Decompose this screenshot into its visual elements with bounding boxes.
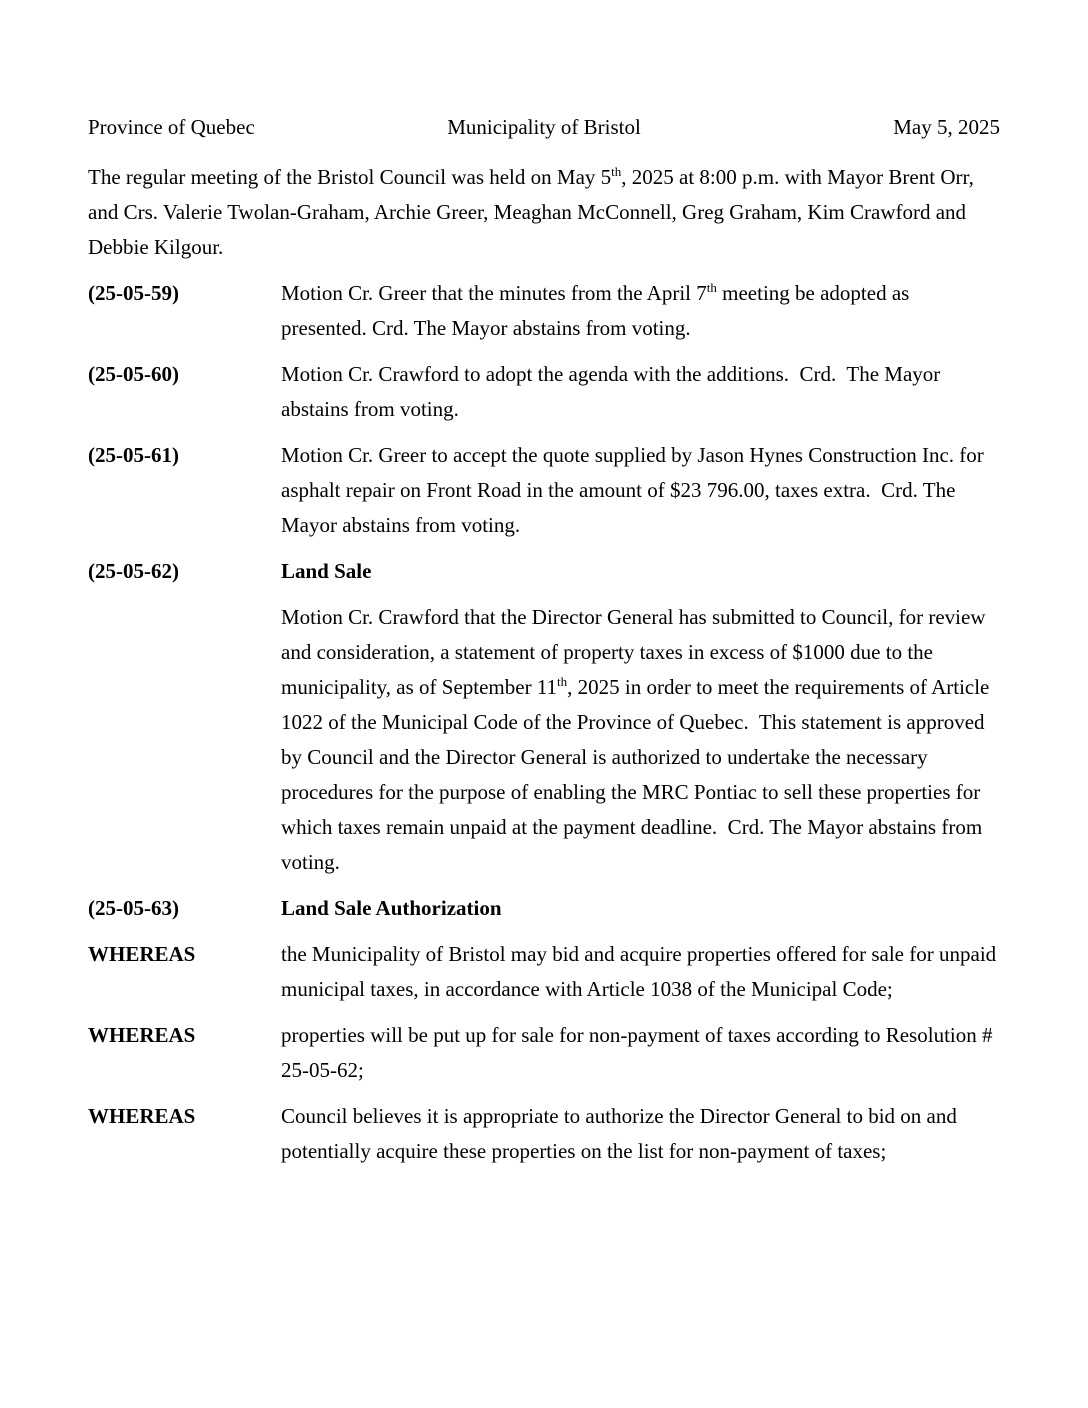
whereas-label: WHEREAS — [88, 1104, 196, 1128]
resolution-number: (25-05-62) — [88, 559, 179, 583]
resolution-row-25-05-62 — [88, 554, 1000, 589]
resolution-number: (25-05-59) — [88, 281, 179, 305]
whereas-label: WHEREAS — [88, 1023, 196, 1047]
resolution-heading: Land Sale — [281, 559, 372, 583]
resolution-text: Motion Cr. Crawford that the Director General has submitted to Council, for review and consideration, a statement of property taxes in excess of $1000 due to the municipality, as of September 11th, 2025 in order to meet the requirements of Article 1022 of the Municipal Code of the Province of Quebec. This statement is approved by Council and the Director General is authorized to undertake the necessary procedures for the purpose of enabling the MRC Pontiac to sell these properties for which taxes remain unpaid at the payment deadline. Crd. The Mayor abstains from voting. — [281, 605, 995, 874]
whereas-text: Council believes it is appropriate to authorize the Director General to bid on and potentially acquire these properties on the list for non-payment of taxes; — [281, 1104, 963, 1163]
header-province: Province of Quebec — [88, 115, 255, 139]
resolution-number: (25-05-60) — [88, 362, 179, 386]
resolution-number: (25-05-63) — [88, 896, 179, 920]
whereas-row-3 — [88, 1099, 1000, 1169]
resolution-row-25-05-63 — [88, 891, 1000, 926]
resolution-row-25-05-61 — [88, 438, 1000, 543]
whereas-text: the Municipality of Bristol may bid and acquire properties offered for sale for unpaid municipal taxes, in accordance with Article 1038 of the Municipal Code; — [281, 942, 1002, 1001]
resolution-text: Motion Cr. Greer that the minutes from the April 7th meeting be adopted as presented. Crd. The Mayor abstains from voting. — [281, 280, 915, 340]
whereas-row-1 — [88, 937, 1000, 1007]
intro-paragraph: The regular meeting of the Bristol Council was held on May 5th, 2025 at 8:00 p.m. with Mayor Brent Orr, and Crs. Valerie Twolan-Graham, Archie Greer, Meaghan McConnell, Greg Graham, Kim Crawford and Debbie Kilgour. — [88, 164, 980, 259]
land-sale-motion-row — [88, 600, 1000, 880]
header-municipality: Municipality of Bristol — [447, 115, 641, 139]
document-header — [88, 110, 1000, 145]
resolution-row-25-05-60 — [88, 357, 1000, 427]
resolution-heading: Land Sale Authorization — [281, 896, 502, 920]
whereas-text: properties will be put up for sale for non-payment of taxes according to Resolution # 25-05-62; — [281, 1023, 998, 1082]
whereas-label: WHEREAS — [88, 942, 196, 966]
resolution-text: Motion Cr. Greer to accept the quote supplied by Jason Hynes Construction Inc. for asphalt repair on Front Road in the amount of $23 796.00, taxes extra. Crd. The Mayor abstains from voting. — [281, 443, 990, 537]
empty-label — [88, 600, 281, 880]
header-date: May 5, 2025 — [893, 115, 1000, 139]
resolution-number: (25-05-61) — [88, 443, 179, 467]
whereas-row-2 — [88, 1018, 1000, 1088]
resolution-text: Motion Cr. Crawford to adopt the agenda with the additions. Crd. The Mayor abstains from voting. — [281, 362, 946, 421]
resolution-row-25-05-59 — [88, 276, 1000, 346]
